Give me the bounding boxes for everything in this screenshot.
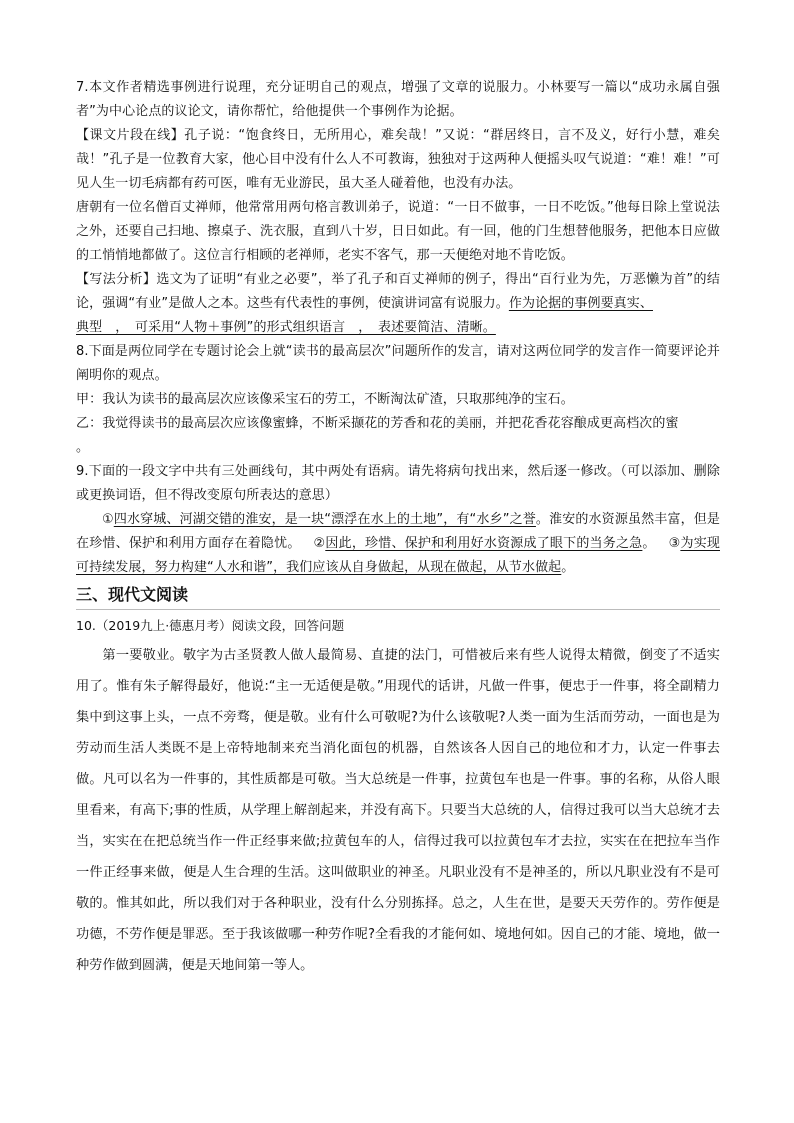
q7-story-text: 唐朝有一位名僧百丈禅师，他常常用两句格言教训弟子，说道：“一日不做事，一日不吃饭。”他每日除上堂说法之外，还要自己扫地、擦桌子、洗衣服，直到八十岁，日日如此。有一回，他的门生想替他服务，把他本日应做的工悄悄地都做了。这位言行相顾的老禅师，老实不客气，那一天便绝对地不肯吃饭。	[76, 200, 720, 263]
q9-text-1: 。淮安的水资源虽然丰富，但是在珍惜、保护和利用方面存在着隐忧。	[76, 512, 720, 551]
q8-yi-text	[76, 412, 720, 460]
question-10-title: 10.（2019九上·德惠月考）阅读文段，回答问题	[76, 618, 345, 633]
q10-passage: 第一要敬业。敬字为古圣贤教人做人最简易、直捷的法门，可惜被后来有些人说得太精微，倒变了不适实用了。惟有朱子解得最好，他说:“主一无适便是敬。”用现代的话讲，凡做一件事，便忠于一件事，将全副精力集中到这事上头，一点不旁骛，便是敬。业有什么可敬呢?为什么该敬呢?人类一面为生活而劳动，一面也是为劳动而生活人类既不是上帝特地制来充当消化面包的机器，自然该各人因自己的地位和才力，认定一件事去做。凡可以名为一件事的，其性质都是可敬。当大总统是一件事，拉黄包车也是一件事。事的名称，从俗人眼里看来，有高下;事的性质，从学理上解剖起来，并没有高下。只要当大总统的人，信得过我可以当大总统才去当，实实在在把总统当作一件正经事来做;拉黄包车的人，信得过我可以拉黄包车才去拉，实实在在把拉车当作一件正经事来做，便是人生合理的生活。这叫做职业的神圣。凡职业没有不是神圣的，所以凡职业没有不是可敬的。惟其如此，所以我们对于各种职业，没有什么分别拣择。总之，人生在世，是要天天劳作的。劳作便是功德，不劳作便是罪恶。至于我该做哪一种劳作呢?全看我的才能何如、境地何如。因自己的才能、境地，做一种劳作做到圆满，便是天地间第一等人。	[76, 648, 720, 973]
question-9: 9.下面的一段文字中共有三处画线句，其中两处有语病。请先将病句找出来，然后逐一修改。（可以添加、删除或更换词语，但不得改变原句所表达的意思）	[76, 464, 720, 503]
q9-text-2: 。	[642, 536, 656, 551]
q7-analysis	[76, 268, 720, 340]
q9-underlined-sentence-3: 为实现可持续发展，努力构建“人水和谐”，我们应该从自身做起，从现在做起，从节水做起	[76, 536, 720, 575]
q8-jia-text: 甲：我认为读书的最高层次应该像采宝石的劳工，不断淘汰矿渣，只取那纯净的宝石。	[76, 392, 574, 407]
q9-text-3: 。	[561, 560, 575, 575]
section-heading-modern-reading: 三、现代文阅读	[76, 582, 720, 610]
q8-yi-line1: 乙：我觉得读书的最高层次应该像蜜蜂，不断采撷花的芳香和花的美丽，并把花香花容酿成更高档次的蜜	[76, 416, 679, 431]
q9-underlined-sentence-1: 四水穿城、河湖交错的淮安，是一块“漂浮在水上的土地”，有“水乡”之誉	[113, 512, 536, 527]
q7-bracket-text: 【课文片段在线】孔子说：“饱食终日，无所用心，难矣哉！”又说：“群居终日，言不及义，好行小慧，难矣哉！”孔子是一位教育大家，他心目中没有什么人不可教诲，独独对于这两种人便摇头叹气说道：“难！难！”可见人生一切毛病都有药可医，唯有无业游民，虽大圣人碰着他，也没有办法。	[76, 128, 720, 191]
document-page	[76, 76, 720, 981]
q9-marker-1: ①	[102, 512, 114, 527]
q9-marker-2: ②	[313, 536, 326, 551]
q9-marker-3: ③	[668, 536, 681, 551]
q7-analysis-underlined-2: 典型 ， 可采用“人物＋事例”的形式组织语言 ， 表述要简洁、清晰。	[76, 320, 496, 335]
question-7: 7.本文作者精选事例进行说理，充分证明自己的观点，增强了文章的说服力。小林要写一篇以“成功永属自强者”为中心论点的议论文，请你帮忙，给他提供一个事例作为论据。	[76, 80, 720, 119]
q9-passage	[76, 508, 720, 580]
question-8: 8.下面是两位同学在专题讨论会上就“读书的最高层次”问题所作的发言，请对这两位同学的发言作一简要评论并阐明你的观点。	[76, 344, 720, 383]
q9-underlined-sentence-2: 因此，珍惜、保护和利用好水资源成了眼下的当务之急	[325, 536, 643, 551]
q8-yi-line2: 。	[76, 440, 90, 455]
q7-analysis-underlined-1: 作为论据的事例要真实、	[508, 296, 653, 311]
q7-analysis-text: 【写法分析】选文为了证明“有业之必要”，举了孔子和百丈禅师的例子，得出“百行业为先，万恶懒为首”的结论，强调“有业”是做人之本。这些有代表性的事例，使演讲词富有说服力。	[76, 272, 720, 311]
